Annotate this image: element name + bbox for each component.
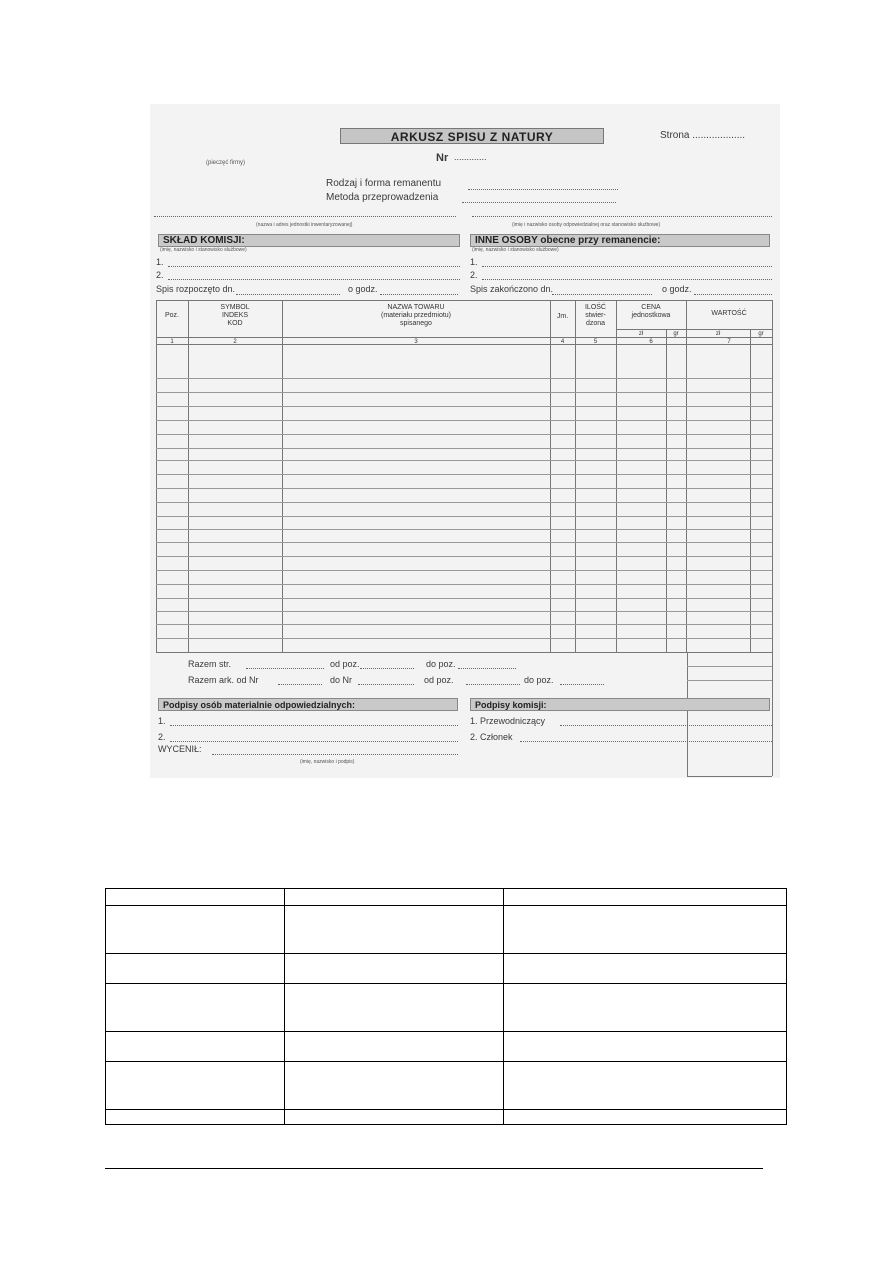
committee-header: SKŁAD KOMISJI:: [158, 234, 460, 247]
col-number-5: 5: [593, 339, 598, 345]
col-header-wartosc: WARTOŚĆ: [711, 310, 747, 317]
sheet-to-nr-field: [358, 684, 414, 685]
chairman-label: 1. Przewodniczący: [470, 716, 546, 726]
col-header-poz: Poz.: [164, 312, 179, 319]
end-time-field: [694, 294, 772, 295]
page-to-field: [458, 668, 516, 669]
footer-rule: [105, 1168, 763, 1169]
committee-row-1-number: 1.: [156, 257, 164, 267]
page-to-label: do poz.: [426, 659, 456, 669]
start-time-label: o godz.: [348, 284, 378, 294]
committee-caption: (imię, nazwisko i stanowisko służbowe): [160, 247, 247, 253]
method-label: Metoda przeprowadzenia: [326, 192, 439, 203]
col-number-2: 2: [233, 339, 237, 345]
col-number-6: 6: [649, 339, 653, 345]
page-total-field: [246, 668, 324, 669]
page-total-label: Razem str.: [188, 659, 232, 669]
responsible-person-field: [472, 216, 772, 217]
committee-signatures-header: Podpisy komisji:: [470, 698, 770, 711]
start-date-label: Spis rozpoczęto dn.: [156, 284, 236, 294]
other-persons-header: INNE OSOBY obecne przy remanencie:: [470, 234, 770, 247]
responsible-person-caption: (imię i nazwisko osoby odpowiedzialnej oraz stanowisko służbowe): [512, 222, 661, 228]
col-number-7: 7: [727, 339, 731, 345]
page-from-label: od poz.: [330, 659, 360, 669]
sheet-from-nr-field: [278, 684, 322, 685]
other-row-2-number: 2.: [470, 270, 478, 280]
unit-address-field: [154, 216, 456, 217]
committee-row-2-field: [168, 279, 460, 280]
col-header-jm: Jm.: [556, 313, 569, 320]
nr-label: Nr: [436, 152, 449, 164]
signature-row-2-field: [170, 741, 458, 742]
col-header-symbol: SYMBOL INDEKS KOD: [220, 304, 250, 327]
company-stamp-label: (pieczęć firmy): [206, 160, 246, 166]
inventory-form-scan: [150, 104, 780, 778]
responsible-signatures-header: Podpisy osób materialnie odpowiedzialnych:: [158, 698, 458, 711]
start-date-field: [236, 294, 340, 295]
other-row-1-number: 1.: [470, 257, 478, 267]
col-header-cena: CENA jednostkowa: [631, 304, 671, 319]
col-header-nazwa: NAZWA TOWARU (materiału przedmiotu) spisanego: [380, 304, 452, 327]
cena-zl: zł: [638, 331, 644, 337]
committee-row-2-number: 2.: [156, 270, 164, 280]
page-number-label: Strona ...................: [660, 130, 746, 141]
col-header-ilosc: ILOŚĆ stwier- dzona: [584, 304, 606, 327]
sheet-to-label: do poz.: [524, 675, 554, 685]
member-label: 2. Członek: [470, 732, 513, 742]
col-number-3: 3: [414, 339, 418, 345]
end-time-label: o godz.: [662, 284, 692, 294]
start-time-field: [380, 294, 458, 295]
nr-dots: .............: [454, 152, 487, 162]
wartosc-zl: zł: [715, 331, 721, 337]
committee-row-1-field: [168, 266, 460, 267]
chairman-field: [560, 725, 772, 726]
sheet-to-nr-label: do Nr: [330, 675, 353, 685]
col-number-4: 4: [560, 339, 565, 345]
other-row-2-field: [482, 279, 772, 280]
other-row-1-field: [482, 266, 772, 267]
sheet-from-label: od poz.: [424, 675, 454, 685]
form-title: ARKUSZ SPISU Z NATURY: [340, 128, 604, 144]
priced-by-field: [212, 754, 458, 755]
priced-by-caption: (imię, nazwisko i podpis): [300, 759, 355, 765]
page-from-field: [360, 668, 414, 669]
signature-row-1-field: [170, 725, 458, 726]
inventory-type-label: Rodzaj i forma remanentu: [326, 178, 442, 189]
inventory-type-field: [468, 189, 618, 190]
method-field: [462, 202, 616, 203]
cena-gr: gr: [673, 331, 679, 337]
end-date-label: Spis zakończono dn.: [470, 284, 554, 294]
sheet-total-label: Razem ark. od Nr: [188, 675, 259, 685]
wartosc-gr: gr: [758, 331, 764, 337]
empty-table: [105, 888, 787, 1125]
sheet-from-field: [466, 684, 520, 685]
sheet-to-field: [560, 684, 604, 685]
col-number-1: 1: [170, 339, 174, 345]
signature-row-2-number: 2.: [158, 732, 166, 742]
member-field: [520, 741, 772, 742]
other-persons-caption: (imię, nazwisko i stanowisko służbowe): [472, 247, 559, 253]
priced-by-label: WYCENIŁ:: [158, 744, 202, 754]
end-date-field: [552, 294, 652, 295]
signature-row-1-number: 1.: [158, 716, 166, 726]
unit-address-caption: (nazwa i adres jednostki inwentaryzowanej): [256, 222, 353, 228]
